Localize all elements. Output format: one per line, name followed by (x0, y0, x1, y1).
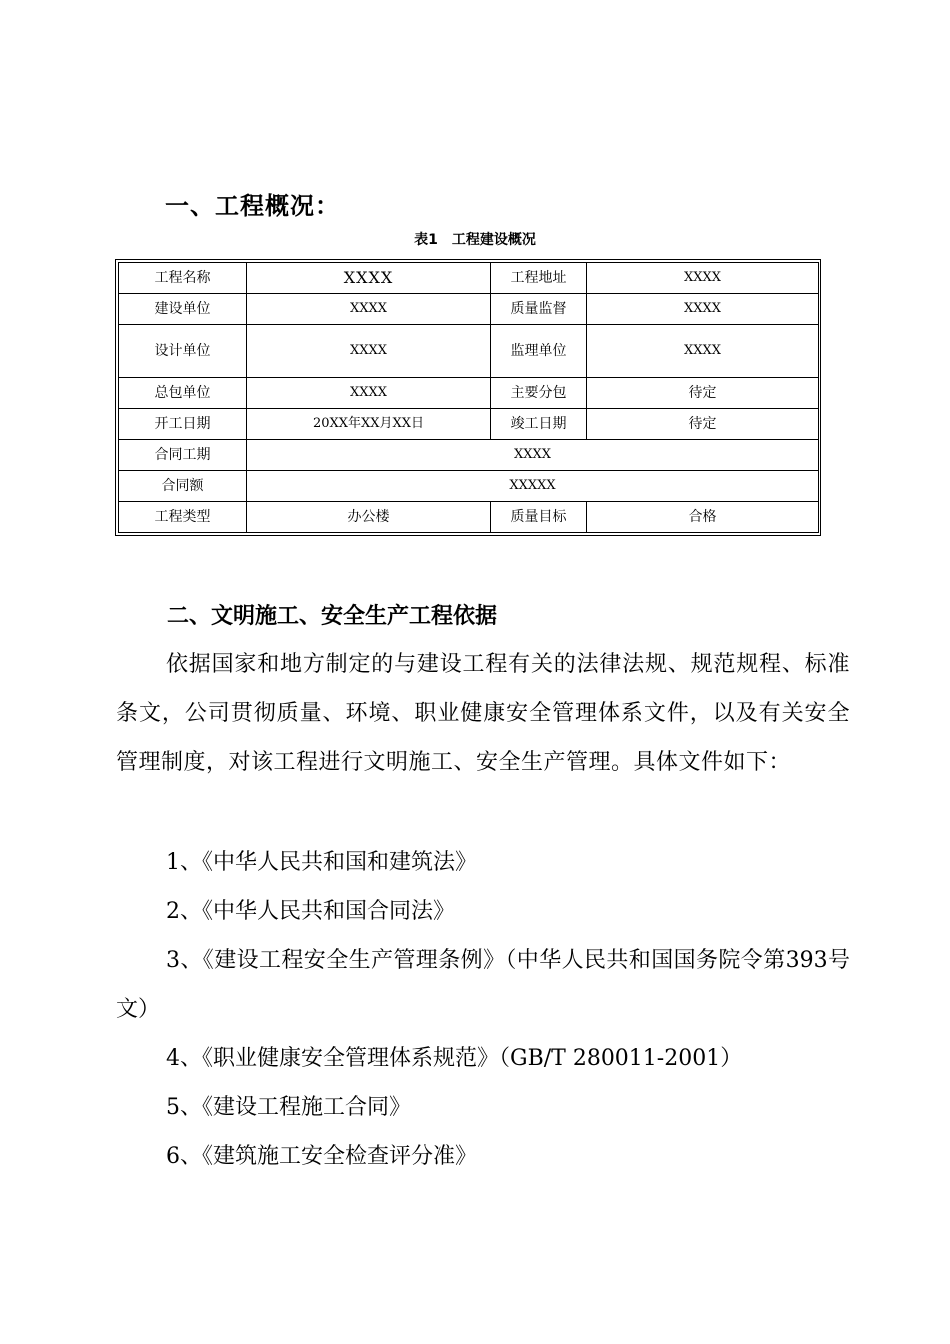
table-cell-label: 质量目标 (491, 502, 587, 533)
table-caption: 表1 工程建设概况 (414, 232, 536, 248)
table-cell-label: 监理单位 (491, 325, 587, 378)
table-cell-value: XXXX (247, 294, 491, 325)
table-cell-value: XXXX (247, 378, 491, 409)
table-cell-value: 待定 (587, 378, 819, 409)
table-cell-label: 建设单位 (119, 294, 247, 325)
list-item: 2、《中华人民共和国合同法》 (166, 899, 455, 924)
table-row (119, 409, 819, 440)
table-cell-value: 合格 (587, 502, 819, 533)
table-cell-label: 设计单位 (119, 325, 247, 378)
table-cell-value: XXXX (247, 325, 491, 378)
table-row (119, 263, 819, 294)
table-cell-label: 主要分包 (491, 378, 587, 409)
list-item: 5、《建设工程施工合同》 (166, 1095, 411, 1120)
table-row (119, 502, 819, 533)
table-cell-label: 工程名称 (119, 263, 247, 294)
table-cell-label: 总包单位 (119, 378, 247, 409)
table-cell-value: 待定 (587, 409, 819, 440)
table-cell-label: 竣工日期 (491, 409, 587, 440)
list-item: 4、《职业健康安全管理体系规范》（GB/T 280011-2001） (166, 1046, 743, 1071)
table-cell-label: 工程类型 (119, 502, 247, 533)
table-cell-value: XXXX (247, 440, 819, 471)
project-overview-table-frame (115, 259, 821, 536)
project-overview-table (118, 262, 819, 533)
table-cell-value: 办公楼 (247, 502, 491, 533)
table-row (119, 471, 819, 502)
table-cell-label: 开工日期 (119, 409, 247, 440)
table-cell-value: XXXX (587, 294, 819, 325)
list-item: 3、《建设工程安全生产管理条例》（中华人民共和国国务院令第393号文） (116, 948, 850, 1022)
table-cell-value: XXXX (587, 325, 819, 378)
basis-paragraph: 依据国家和地方制定的与建设工程有关的法律法规、规范规程、标准条文，公司贯彻质量、环境、职业健康安全管理体系文件，以及有关安全管理制度，对该工程进行文明施工、安全生产管理。具体文件如下： (116, 652, 850, 775)
table-cell-label: 质量监督 (491, 294, 587, 325)
table-cell-label: 工程地址 (491, 263, 587, 294)
table-row (119, 378, 819, 409)
table-cell-value: XXXX (587, 263, 819, 294)
table-cell-label: 合同额 (119, 471, 247, 502)
list-item: 1、《中华人民共和国和建筑法》 (166, 850, 477, 875)
table-cell-label: 合同工期 (119, 440, 247, 471)
table-row (119, 325, 819, 378)
table-cell-value: XXXX (247, 263, 491, 294)
section-heading-basis: 二、文明施工、安全生产工程依据 (167, 604, 498, 629)
table-row (119, 294, 819, 325)
table-cell-value: 20XX年XX月XX日 (247, 409, 491, 440)
list-item: 6、《建筑施工安全检查评分准》 (166, 1144, 477, 1169)
table-row (119, 440, 819, 471)
table-cell-value: XXXXX (247, 471, 819, 502)
section-heading-project-overview: 一、工程概况： (165, 192, 340, 220)
